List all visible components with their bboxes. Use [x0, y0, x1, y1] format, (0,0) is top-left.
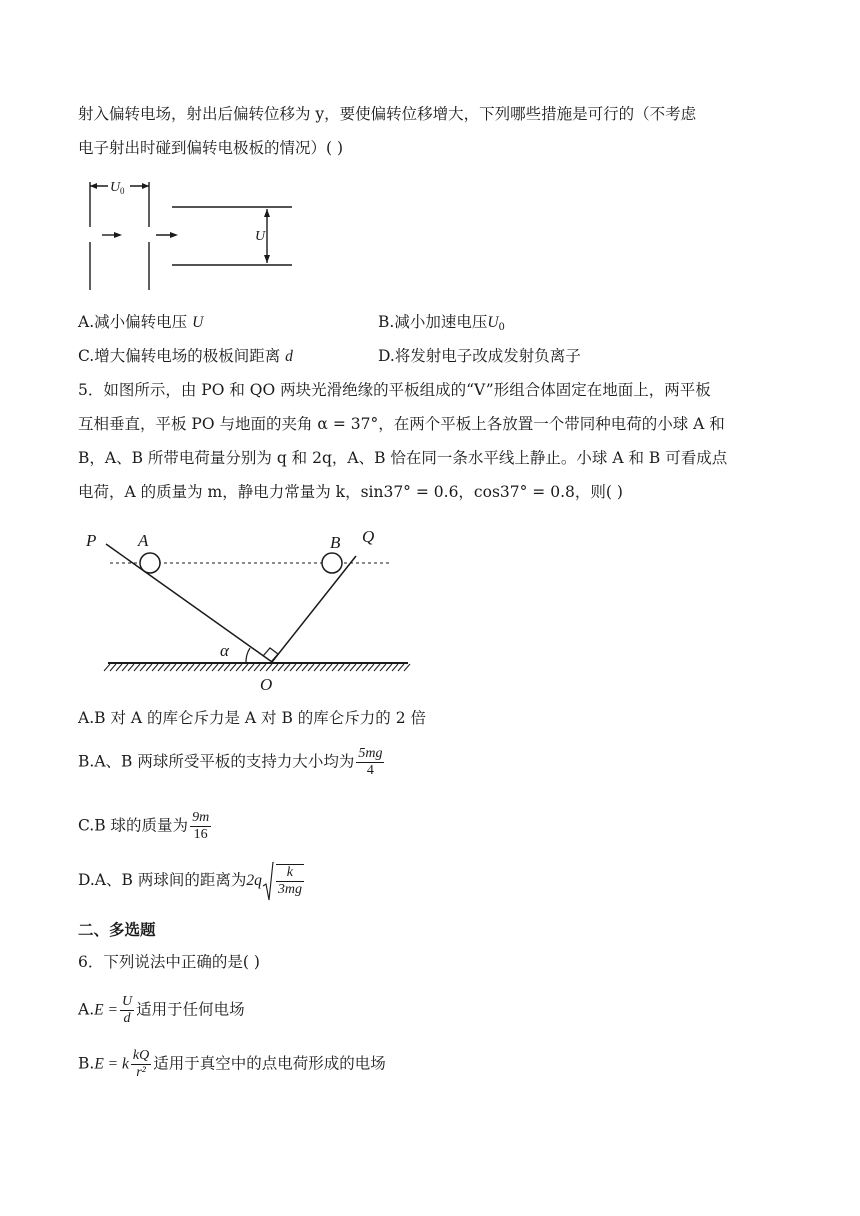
q4-figure — [80, 172, 300, 292]
q5-option-d: D.A、B 两球间的距离为2q $\frac{k}{3mg}$ — [78, 864, 306, 898]
u0-label: U — [110, 180, 121, 195]
q5-stem-line-1: 5．如图所示，由 PO 和 QO 两块光滑绝缘的平板组成的“V”形组合体固定在地面上，两平板 — [78, 381, 711, 399]
svg-text:0: 0 — [120, 186, 125, 196]
q4-option-d: D.将发射电子改成发射负离子 — [378, 347, 581, 365]
q5-stem-line-4: 电荷，A 的质量为 m，静电力常量为 k，sin37° = 0.6，cos37° = 0.8，则( ) — [78, 483, 623, 501]
q6-stem: 6．下列说法中正确的是( ) — [78, 953, 260, 971]
q4-option-c: C.增大偏转电场的极板间距离 d — [78, 347, 293, 365]
label-q: Q — [362, 527, 375, 546]
q5-stem-line-3: B，A、B 所带电荷量分别为 q 和 2q，A、B 恰在同一条水平线上静止。小球 A 和 B 可看成点 — [78, 449, 728, 467]
plate-qo — [272, 556, 356, 662]
q4-option-a: A.减小偏转电压 U — [78, 313, 204, 331]
q5-option-b: B.A、B 两球所受平板的支持力大小均为 $\frac{5mg}{4}$ — [78, 746, 383, 778]
q6-option-a: A.E = $\frac{U}{d}$ 适用于任何电场 — [78, 994, 245, 1026]
q6-option-b: B.E = k $\frac{kQ}{\text{r²}}$ 适用于真空中的点电荷形成的电场 — [78, 1048, 386, 1080]
q5-stem-line-2: 互相垂直，平板 PO 与地面的夹角 α = 37°，在两个平板上各放置一个带同种电荷的小球 A 和 — [78, 415, 725, 433]
u-label: U — [255, 229, 266, 244]
q5-option-c: C.B 球的质量为 $\frac{9m}{16}$ — [78, 810, 210, 842]
label-p: P — [86, 531, 97, 550]
label-o: O — [260, 675, 273, 694]
q4-stem-line-2: 电子射出时碰到偏转电极板的情况）( ) — [78, 139, 344, 157]
label-b: B — [330, 533, 341, 552]
right-angle-mark — [263, 648, 278, 662]
plate-po — [106, 544, 272, 662]
label-a: A — [138, 531, 149, 550]
q4-stem-line-1: 射入偏转电场，射出后偏转位移为 y，要使偏转位移增大，下列哪些措施是可行的（不考虑 — [78, 105, 697, 123]
ball-b — [322, 553, 342, 573]
q5-option-a: A.B 对 A 的库仑斥力是 A 对 B 的库仑斥力的 2 倍 — [78, 709, 426, 727]
alpha-arc — [246, 648, 250, 663]
section-heading-multiple-choice: 二、多选题 — [78, 921, 156, 939]
ball-a — [140, 553, 160, 573]
q4-option-b: B.减小加速电压$U_0$ — [378, 313, 505, 333]
label-alpha: α — [220, 641, 229, 660]
q5-figure — [80, 524, 420, 696]
